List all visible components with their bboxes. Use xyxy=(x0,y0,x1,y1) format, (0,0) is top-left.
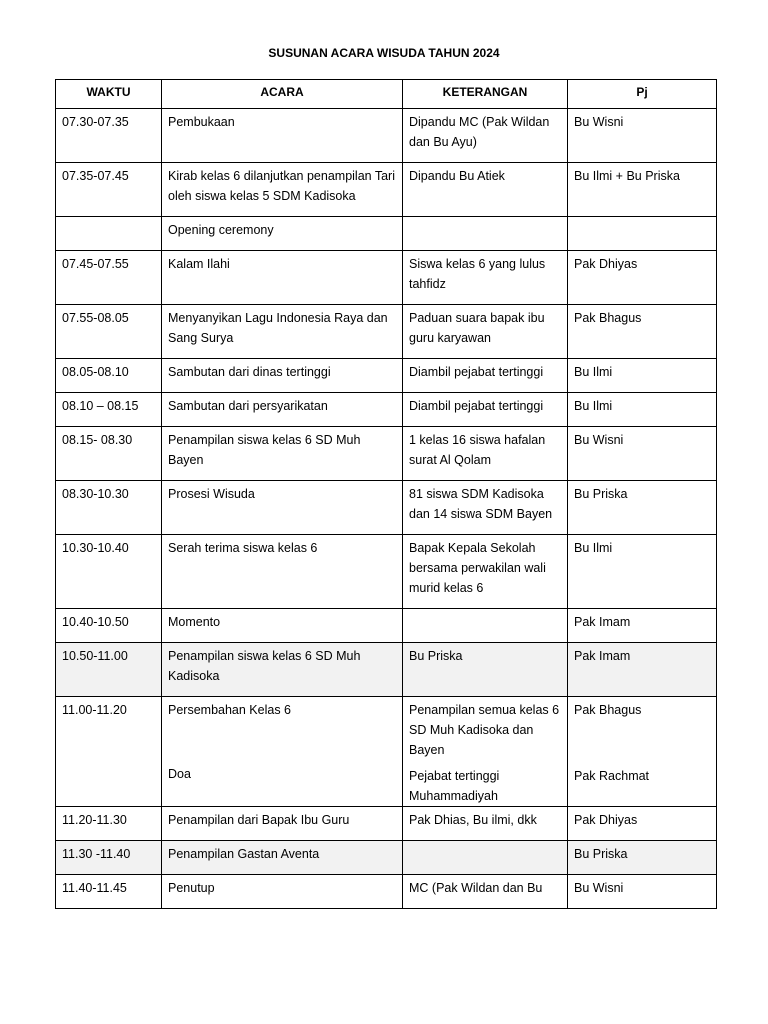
cell-keterangan: Dipandu Bu Atiek xyxy=(403,163,568,217)
cell-pj xyxy=(568,217,717,251)
cell-waktu: 08.05-08.10 xyxy=(56,359,162,393)
pj-item: Pak Rachmat xyxy=(574,769,650,783)
header-acara: ACARA xyxy=(162,80,403,109)
pj-item: Pak Bhagus xyxy=(574,703,642,717)
cell-keterangan: Diambil pejabat tertinggi xyxy=(403,393,568,427)
cell-waktu: 08.15- 08.30 xyxy=(56,427,162,481)
cell-pj: Bu Ilmi xyxy=(568,535,717,609)
cell-acara: Sambutan dari persyarikatan xyxy=(162,393,403,427)
cell-waktu: 11.40-11.45 xyxy=(56,875,162,909)
table-row xyxy=(56,481,717,535)
cell-waktu: 08.30-10.30 xyxy=(56,481,162,535)
cell-pj: Bu Wisni xyxy=(568,427,717,481)
cell-acara: Menyanyikan Lagu Indonesia Raya dan Sang Surya xyxy=(162,305,403,359)
cell-keterangan xyxy=(403,609,568,643)
cell-pj: Pak Dhiyas xyxy=(568,807,717,841)
cell-acara: Penampilan dari Bapak Ibu Guru xyxy=(162,807,403,841)
cell-acara: Serah terima siswa kelas 6 xyxy=(162,535,403,609)
table-row xyxy=(56,393,717,427)
cell-acara: Penampilan siswa kelas 6 SD Muh Kadisoka xyxy=(162,643,403,697)
cell-keterangan: Siswa kelas 6 yang lulus tahfidz xyxy=(403,251,568,305)
cell-pj: Pak Imam xyxy=(568,609,717,643)
cell-acara: Kirab kelas 6 dilanjutkan penampilan Tari oleh siswa kelas 5 SDM Kadisoka xyxy=(162,163,403,217)
cell-keterangan: Diambil pejabat tertinggi xyxy=(403,359,568,393)
cell-acara: Penampilan Gastan Aventa xyxy=(162,841,403,875)
cell-acara: Penampilan siswa kelas 6 SD Muh Bayen xyxy=(162,427,403,481)
cell-waktu xyxy=(56,217,162,251)
table-row xyxy=(56,163,717,217)
cell-waktu: 07.35-07.45 xyxy=(56,163,162,217)
cell-acara: Kalam Ilahi xyxy=(162,251,403,305)
schedule-table xyxy=(55,79,717,909)
cell-keterangan: MC (Pak Wildan dan Bu xyxy=(403,875,568,909)
cell-pj: Bu Priska xyxy=(568,841,717,875)
keterangan-item: Pejabat tertinggi Muhammadiyah xyxy=(409,769,500,803)
cell-acara: Momento xyxy=(162,609,403,643)
cell-waktu: 07.55-08.05 xyxy=(56,305,162,359)
acara-item: Persembahan Kelas 6 xyxy=(168,703,291,717)
table-row xyxy=(56,643,717,697)
cell-waktu: 10.50-11.00 xyxy=(56,643,162,697)
cell-acara: Sambutan dari dinas tertinggi xyxy=(162,359,403,393)
table-row xyxy=(56,251,717,305)
cell-pj: Pak Imam xyxy=(568,643,717,697)
header-waktu: WAKTU xyxy=(56,80,162,109)
cell-keterangan xyxy=(403,841,568,875)
acara-item: Doa xyxy=(168,767,191,781)
header-keterangan: KETERANGAN xyxy=(403,80,568,109)
table-row xyxy=(56,427,717,481)
cell-waktu: 11.30 -11.40 xyxy=(56,841,162,875)
cell-waktu: 11.20-11.30 xyxy=(56,807,162,841)
keterangan-item: Penampilan semua kelas 6 SD Muh Kadisoka dan Bayen xyxy=(409,703,560,757)
cell-waktu: 11.00-11.20 xyxy=(56,697,162,807)
cell-pj: Pak Dhiyas xyxy=(568,251,717,305)
table-row xyxy=(56,217,717,251)
cell-pj: Bu Wisni xyxy=(568,109,717,163)
cell-pj: Bu Ilmi xyxy=(568,393,717,427)
cell-keterangan: 81 siswa SDM Kadisoka dan 14 siswa SDM Bayen xyxy=(403,481,568,535)
table-row xyxy=(56,535,717,609)
table-row xyxy=(56,359,717,393)
cell-keterangan: Pak Dhias, Bu ilmi, dkk xyxy=(403,807,568,841)
cell-waktu: 07.30-07.35 xyxy=(56,109,162,163)
cell-keterangan: 1 kelas 16 siswa hafalan surat Al Qolam xyxy=(403,427,568,481)
cell-pj xyxy=(568,697,717,807)
cell-keterangan: Bu Priska xyxy=(403,643,568,697)
cell-keterangan: Dipandu MC (Pak Wildan dan Bu Ayu) xyxy=(403,109,568,163)
header-pj: Pj xyxy=(568,80,717,109)
table-row xyxy=(56,697,717,807)
cell-acara: Opening ceremony xyxy=(162,217,403,251)
cell-pj: Bu Priska xyxy=(568,481,717,535)
cell-pj: Bu Wisni xyxy=(568,875,717,909)
table-row xyxy=(56,807,717,841)
cell-waktu: 10.30-10.40 xyxy=(56,535,162,609)
table-row xyxy=(56,109,717,163)
document-title: SUSUNAN ACARA WISUDA TAHUN 2024 xyxy=(268,46,500,60)
table-row xyxy=(56,841,717,875)
cell-waktu: 10.40-10.50 xyxy=(56,609,162,643)
table-row xyxy=(56,609,717,643)
cell-waktu: 07.45-07.55 xyxy=(56,251,162,305)
cell-pj: Bu Ilmi xyxy=(568,359,717,393)
cell-pj: Pak Bhagus xyxy=(568,305,717,359)
table-row xyxy=(56,875,717,909)
table-row xyxy=(56,305,717,359)
cell-keterangan xyxy=(403,217,568,251)
cell-acara xyxy=(162,697,403,807)
cell-acara: Prosesi Wisuda xyxy=(162,481,403,535)
cell-acara: Pembukaan xyxy=(162,109,403,163)
header-row xyxy=(56,80,717,109)
cell-keterangan xyxy=(403,697,568,807)
cell-pj: Bu Ilmi + Bu Priska xyxy=(568,163,717,217)
cell-acara: Penutup xyxy=(162,875,403,909)
cell-waktu: 08.10 – 08.15 xyxy=(56,393,162,427)
cell-keterangan: Paduan suara bapak ibu guru karyawan xyxy=(403,305,568,359)
cell-keterangan: Bapak Kepala Sekolah bersama perwakilan wali murid kelas 6 xyxy=(403,535,568,609)
